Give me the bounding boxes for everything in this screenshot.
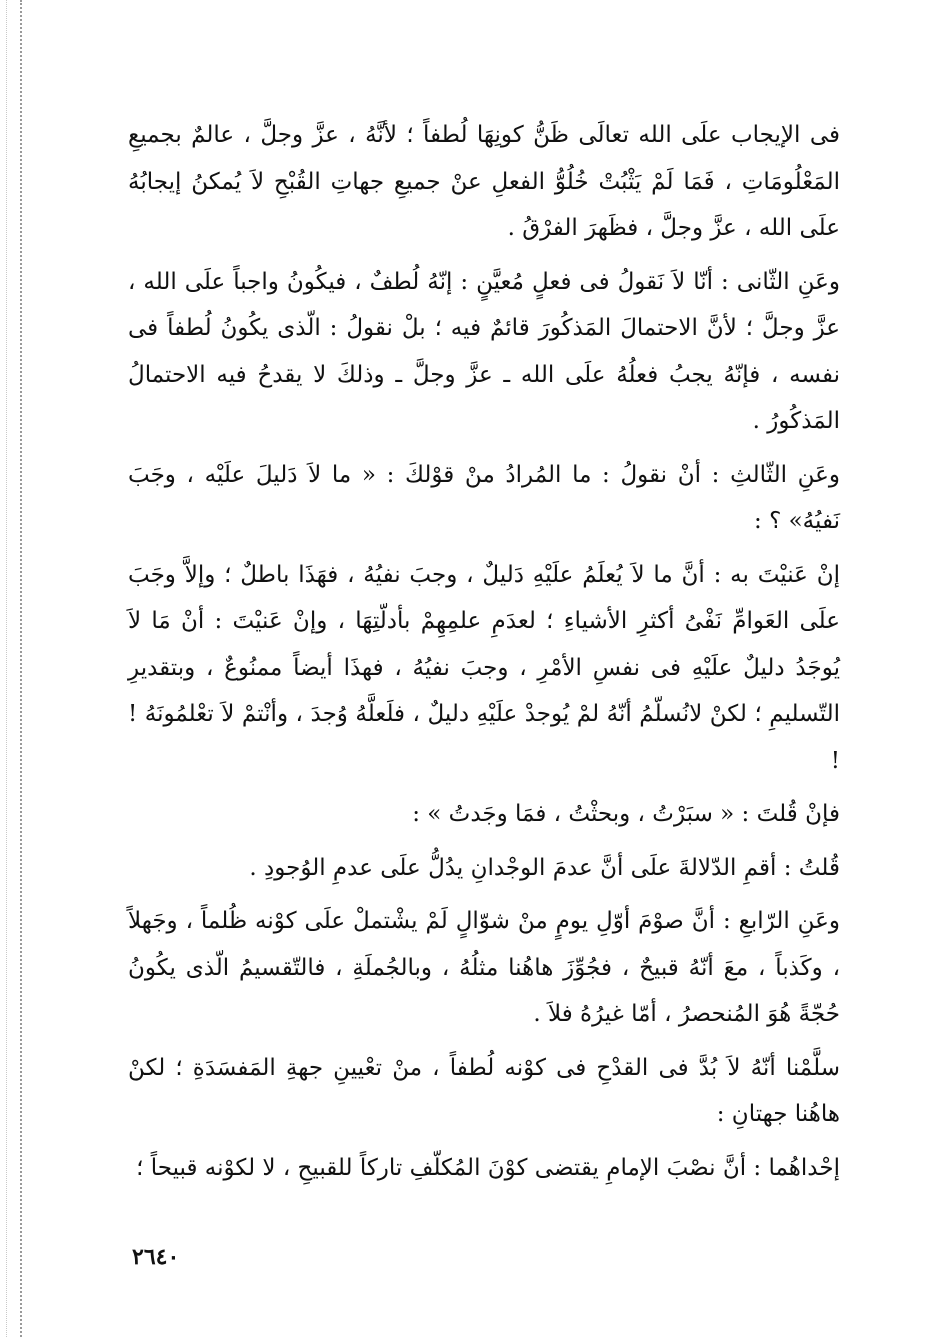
paragraph-1: فى الإيجاب علَى الله تعالَى ظَنُّ كونِهَا لُطفاً ؛ لأنَّهُ ، عزَّ وجلَّ ، عالمٌ بجميعِ المَعْلُومَاتِ ، فَمَا لَمْ يَثْبُتْ خُلُوُّ الفعلِ عنْ جميعِ جهاتِ القُبْحِ لاَ يُمكنُ إيجابُهُ علَى الله ، عزَّ وجلَّ ، فظَهرَ الفرْقُ .: [128, 122, 840, 241]
scan-edge-dots: [20, 0, 22, 1337]
paragraph-2: وعَنِ الثّانى : أنّا لاَ نَقولُ فى فعلٍ مُعيَّنٍ : إنّهُ لُطفٌ ، فيكُونُ واجباً علَى الله ، عزَّ وجلَّ ؛ لأنَّ الاحتمالَ المَذكُورَ قائمٌ فيه ؛ بلْ نقولُ : الّذى يكُونُ لُطفاً فى نفسه ، فإنّهُ يجبُ فعلُهُ علَى الله ـ عزَّ وجلَّ ـ وذلكَ لا يقدحُ فيه الاحتمالُ المَذكُورُ .: [128, 268, 840, 434]
paragraph-8: سلَّمْنا أنّهُ لاَ بُدَّ فى القدْحِ فى كوْنه لُطفاً ، منْ تعْيينِ جهةِ المَفسَدَةِ ؛ لكنْ هاهُنا جهتانِ :: [128, 1054, 840, 1127]
scan-edge-dots-outer: [6, 0, 7, 1337]
paragraph-4: إنْ عَنيْتَ به : أنَّ ما لاَ يُعلَمُ علَيْهِ دَليلٌ ، وجبَ نفيُهُ ، فهَذَا باطلٌ ؛ وإلاَّ وجَبَ علَى العَوامِّ نَفْىُ أكثرِ الأشياءِ ؛ لعدَمِ علمِهِمْ بأدلّتِهَا ، وإنْ عَنيْتَ : أنْ مَا لاَ يُوجَدُ دليلٌ علَيْهِ فى نفسِ الأمْرِ ، وجبَ نفيُهُ ، فهذَا أيضاً ممنُوعٌ ، وبتقديرِ التّسليمِ ؛ لكنْ لانُسلّمُ أنّهُ لمْ يُوجدْ علَيْهِ دليلٌ ، فلَعلَّهُ وُجدَ ، وأنْتمْ لاَ تعْلمُونَهُ ! !: [128, 561, 840, 774]
body-text: [128, 112, 840, 1198]
paragraph-3: وعَنِ الثّالثِ : أنْ نقولُ : ما المُرادُ منْ قوْلكَ : « ما لاَ دَليلَ علَيْه ، وجَبَ نَفيُهُ» ؟ :: [128, 461, 840, 534]
paragraph-5: فإنْ قُلتَ : « سبَرْتُ ، وبحثْتُ ، فمَا وجَدتُ » :: [412, 801, 840, 827]
paragraph-7: وعَنِ الرّابعِ : أنَّ صوْمَ أوّلِ يومٍ منْ شوّالٍ لَمْ يشْتملْ علَى كوْنه ظُلماً ، وجَهلاً ، وكَذباً ، معَ أنّهُ قبيحٌ ، فجُوِّزَ هاهُنا مثلُهُ ، وبالجُملَةِ ، فالتّقسيمُ الّذى يكُونُ حُجّةً هُوَ المُنحصرُ ، أمّا غيرُهُ فلاَ .: [128, 908, 840, 1027]
paragraph-9: إحْداهُما : أنَّ نصْبَ الإمامِ يقتضى كوْنَ المُكلّفِ تاركاً للقبيحِ ، لا لكوْنه قبيحاً ؛: [136, 1154, 840, 1181]
paragraph-6: قُلتُ : أقمِ الدّلالةَ علَى أنَّ عدمَ الوجْدانِ يدُلُّ علَى عدمِ الوُجودِ .: [249, 854, 840, 881]
page-number: ٢٦٤٠: [132, 1244, 180, 1270]
